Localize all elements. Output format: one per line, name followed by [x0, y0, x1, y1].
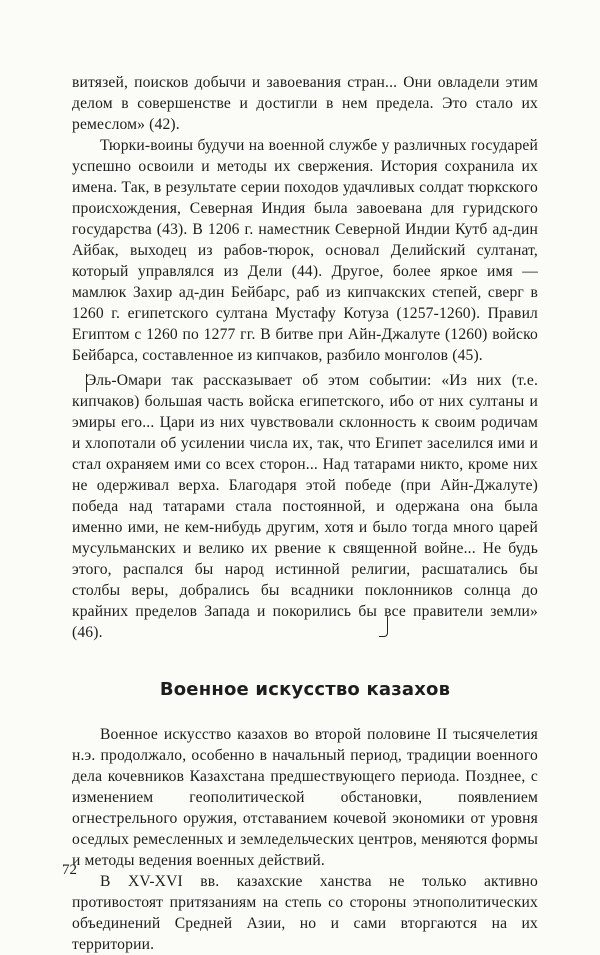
paragraph-continued: витязей, поисков добычи и завоевания стран... Они овладели этим делом в совершенстве и достигли в нем предела. Это стало их ремеслом» (42).	[72, 74, 538, 133]
book-page	[72, 72, 538, 955]
handwritten-bracket-left	[86, 374, 89, 392]
page-number: 72	[62, 862, 77, 878]
section-heading: Военное искусство казахов	[159, 679, 451, 700]
quote-block	[72, 370, 538, 643]
paragraph-military-art: Военное искусство казахов во второй половине II тысячелетия н.э. продолжало, особенно в начальный период, традиции военного дела кочевников Казахстана предшествующего периода. Позднее, с изменением геополитической обстановки, появлением огнестрельного оружия, отставанием кочевой экономики от уровня оседлых ремесленных и земледельческих центров, меняются формы и методы ведения военных действий.	[72, 726, 538, 869]
paragraph-kazakh-khanates: В XV-XVI вв. казахские ханства не только активно противостоят притязаниям на степь со стороны этнополитических объединений Средней Азии, но и сами вторгаются на их территории.	[72, 873, 538, 953]
paragraph-turkic-warriors: Тюрки-воины будучи на военной службе у различных государей успешно освоили и методы их свержения. История сохранила их имена. Так, в результате серии походов удачливых солдат тюркского происхождения, Северная Индия была завоевана для гуридского государства (43). В 1206 г. наместник Северной Индии Кутб ад-дин Айбак, выходец из рабов-тюрок, основал Делийский султанат, который управлялся из Дели (44). Другое, более яркое имя — мамлюк Захир ад-дин Бейбарс, раб из кипчакских степей, сверг в 1260 г. египетского султана Мустафу Котуза (1257-1260). Правил Египтом с 1260 по 1277 гг. В битве при Айн-Джалуте (1260) войско Бейбарса, составленное из кипчаков, разбило монголов (45).	[72, 137, 538, 364]
paragraph-el-omari-quote: Эль-Омари так рассказывает об этом событии: «Из них (т.е. кипчаков) большая часть войска египетского, ибо от них султаны и эмиры его... Цари из них чувствовали склонность к своим родичам и хлопотали об усилении числа их, так, что Египет заселился ими и стал охраняем ими со всех сторон... Над татарами никто, кроме них не одерживал верха. Благодаря этой победе (при Айн-Джалуте) победа над татарами стала постоянной, и одержана она была именно ими, не кем-нибудь другим, хотя и было тогда много царей мусульманских и велико их рвение к священной войне... Не будь этого, распался бы народ истинной религии, расшатались бы столбы веры, добрались бы всадники поклонников солнца до крайних пределов Запада и покорились бы все правители земли» (46).	[72, 372, 538, 641]
handwritten-bracket-right	[379, 616, 388, 637]
